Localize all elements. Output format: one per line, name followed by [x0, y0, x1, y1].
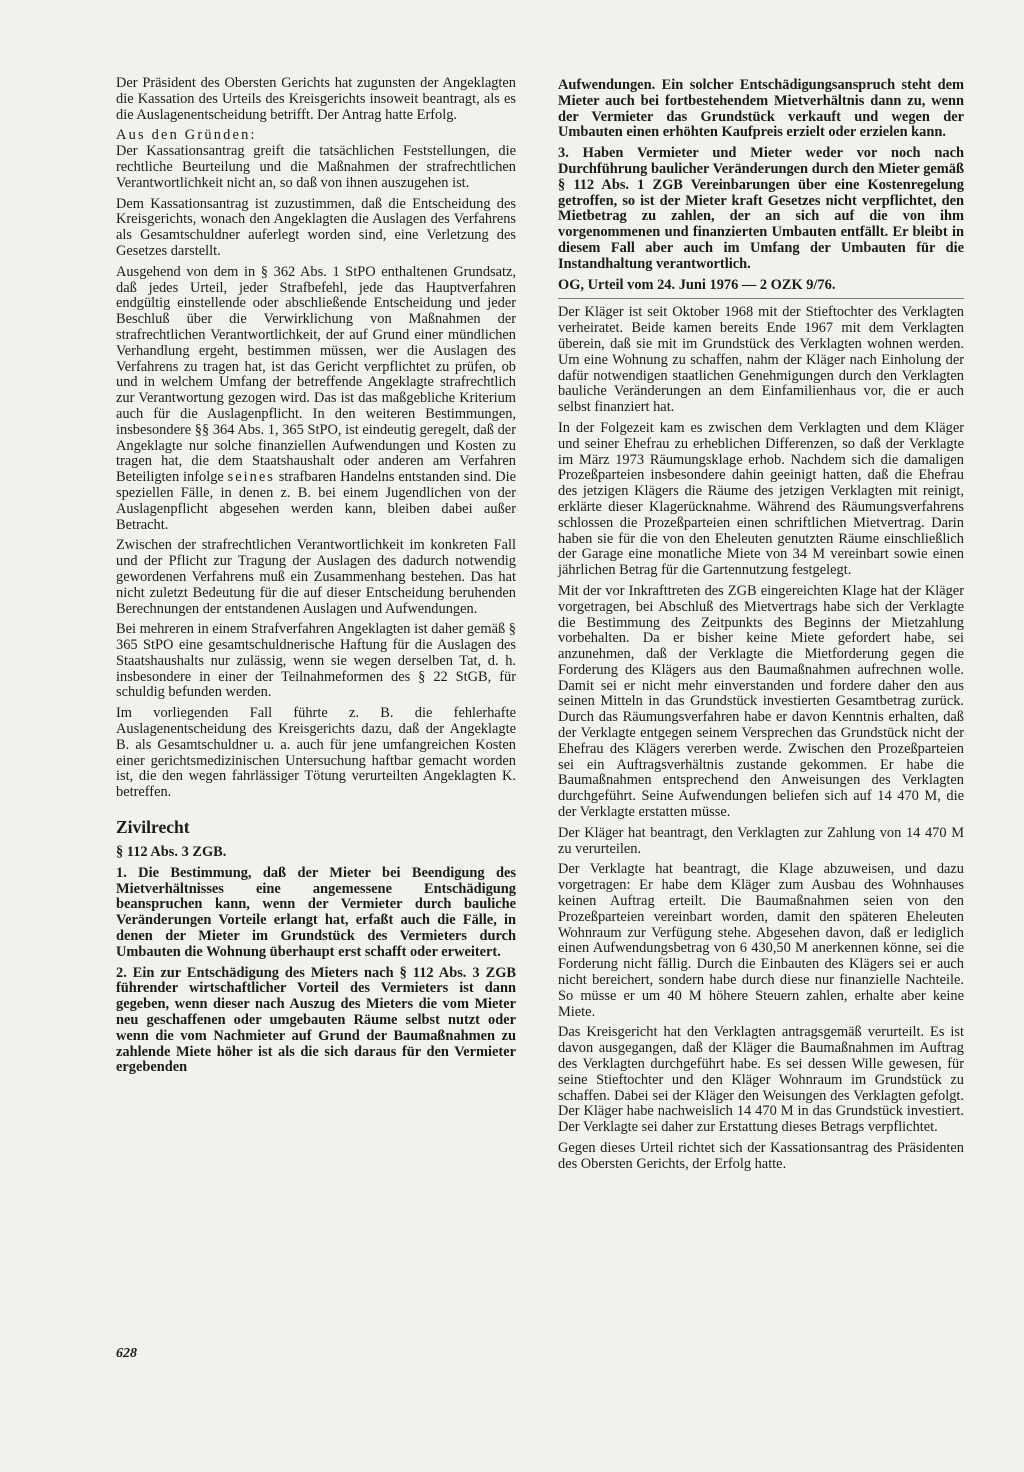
- paragraph: Zwischen der strafrechtlichen Verantwortlichkeit im konkreten Fall und der Pflicht zur Tragung der Auslagen des dadurch notwendig gewordenen Verfahrens muß ein Zusammenhang bestehen. Das hat nicht zuletzt Bedeutung für die auf dieser Entscheidung beruhenden Berechnungen der entstandenen Auslagen und Aufwendungen.: [116, 537, 516, 617]
- divider: [558, 298, 964, 299]
- headnote-2: 2. Ein zur Entschädigung des Mieters nach § 112 Abs. 3 ZGB führender wirtschaftlicher Vorteil des Vermieters ist dann gegeben, wenn dieser nach Auszug des Mieters die vom Mieter neu geschaffenen oder umgebauten Räume selbst nutzt oder wenn die vom Nachmieter auf Grund der Baumaßnahmen zu zahlende Miete höher ist als die sich daraus für den Vermieter ergebenden: [116, 964, 516, 1076]
- paragraph: Der Verklagte hat beantragt, die Klage abzuweisen, und dazu vorgetragen: Er habe dem Kläger zum Ausbau des Wohnhauses keinen Auftrag erteilt. Die Baumaßnahmen seien von den Prozeßparteien vereinbart worden, damit den späteren Eheleuten Wohnraum zur Verfügung stehe. Abgesehen davon, daß er lediglich einen Aufwendungsbetrag von 6 430,50 M anerkennen könne, sei die Forderung nicht fällig. Durch die Einbauten des Klägers sei er auch nicht bereichert, sondern habe durch diese nur finanzielle Nachteile. So müsse er um 40 M höhere Steuern zahlen, erhalte aber keine Miete.: [558, 861, 964, 1020]
- intro-paragraph: Der Präsident des Obersten Gerichts hat zugunsten der Angeklagten die Kassation des Urteils des Kreisgerichts insoweit beantragt, als es die Auslagenentscheidung betrifft. Der Antrag hatte Erfolg.: [116, 75, 516, 123]
- reasons-heading: Aus den Gründen:: [116, 127, 257, 144]
- headnote-2-continued: Aufwendungen. Ein solcher Entschädigungsanspruch steht dem Mieter auch bei fortbestehendem Mietverhältnis dann zu, wenn der Vermieter das Grundstück verkauft und wegen der Umbauten einen erhöhten Kaufpreis erzielt oder erzielen kann.: [558, 77, 964, 141]
- headnote-3: 3. Haben Vermieter und Mieter weder vor noch nach Durchführung baulicher Veränderungen durch den Mieter gemäß § 112 Abs. 1 ZGB Vereinbarungen über eine Kostenregelung getroffen, so ist der Mieter kraft Gesetzes nicht verpflichtet, den Mietbetrag zu zahlen, der an sich auf die von ihm vorgenommenen und finanzierten Umbauten entfällt. Er bleibt in diesem Fall aber auch im Umfang der Umbauten für die Instandhaltung verantwortlich.: [558, 145, 964, 272]
- paragraph: Der Kläger ist seit Oktober 1968 mit der Stieftochter des Verklagten verheiratet. Beide kamen bereits Ende 1967 mit dem Verklagten überein, daß sie mit im Grundstück des Verklagten wohnen werden. Um eine Wohnung zu schaffen, nahm der Kläger nach Einholung der dafür notwendigen staatlichen Genehmigungen durch den Verklagten bauliche Veränderungen an dem Einfamilienhaus vor, die er auch selbst finanziert hat.: [558, 304, 964, 416]
- headnote-1: 1. Die Bestimmung, daß der Mieter bei Beendigung des Mietverhältnisses eine angemessene Entschädigung beanspruchen kann, wenn der Vermieter durch bauliche Veränderungen Vorteile erlangt hat, erfaßt auch die Fälle, in denen der Mieter im Grundstück des Vermieters durch Umbauten die Wohnung überhaupt erst schafft oder erweitert.: [116, 864, 516, 960]
- paragraph: [116, 265, 516, 534]
- paragraph: Der Kläger hat beantragt, den Verklagten zur Zahlung von 14 470 M zu verurteilen.: [558, 824, 964, 857]
- paragraph: Bei mehreren in einem Strafverfahren Angeklagten ist daher gemäß § 365 StPO eine gesamtschuldnerische Haftung für die Auslagen des Staatshaushalts nur zulässig, wenn sie wegen derselben Tat, d. h. insbesondere in einer der Teilnahmeformen des § 22 StGB, für schuldig befunden werden.: [116, 621, 516, 701]
- left-column: [116, 76, 516, 1076]
- right-column: [558, 78, 964, 1178]
- section-heading: Zivilrecht: [116, 817, 190, 838]
- paragraph: Gegen dieses Urteil richtet sich der Kassationsantrag des Präsidenten des Obersten Gerichts, der Erfolg hatte.: [558, 1140, 964, 1172]
- paragraph: Im vorliegenden Fall führte z. B. die fehlerhafte Auslagenentscheidung des Kreisgerichts dazu, daß der Angeklagte B. als Gesamtschuldner u. a. auch für jene umfangreichen Kosten einer gerichtsmedizinischen Untersuchung haftbar gemacht worden ist, die den wegen fahrlässiger Tötung verurteilten Angeklagten K. betreffen.: [116, 705, 516, 801]
- paragraph: Mit der vor Inkrafttreten des ZGB eingereichten Klage hat der Kläger vorgetragen, bei Abschluß des Mietvertrags habe sich der Verklagte die Bestimmung des Zeitpunkts des Beginns der Mietzahlung vorbehalten. Da er bisher keine Miete gefordert habe, sei anzunehmen, daß der Verklagte die Mietforderung gegen die Forderung des Klägers aus den Baumaßnahmen aufrechnen wolle. Damit sei er nicht mehr einverstanden und fordere daher den aus seinen Mitteln in das Grundstück investierten Gesamtbetrag zurück. Durch das Räumungsverfahren habe er davon Kenntnis erhalten, daß der Verklagte entgegen seinem Versprechen das Grundstück nicht der Ehefrau des Klägers vererben werde. Zwischen den Prozeßparteien sei ein Auftragsverhältnis zustande gekommen. Er habe die Baumaßnahmen entsprechend den Anweisungen des Verklagten durchgeführt. Seine Aufwendungen beliefen sich auf 14 470 M, die der Verklagte erstatten müsse.: [558, 582, 964, 821]
- norm-reference: § 112 Abs. 3 ZGB.: [116, 844, 227, 861]
- decision-citation: OG, Urteil vom 24. Juni 1976 — 2 OZK 9/76.: [558, 276, 836, 293]
- paragraph: Dem Kassationsantrag ist zuzustimmen, daß die Entscheidung des Kreisgerichts, wonach den Angeklagten die Auslagen des Verfahrens als Gesamtschuldner auferlegt worden sind, eine Verletzung des Gesetzes darstellt.: [116, 195, 516, 259]
- page-number: 628: [116, 1346, 137, 1361]
- emphasized-word: seines: [227, 469, 275, 486]
- text-run: strafbaren Handelns entstanden sind. Die speziellen Fälle, in denen z. B. bei einem Jugendlichen von der Auslagenpflicht abgesehen werden kann, bleiben dabei außer Betracht.: [116, 469, 516, 533]
- paragraph: Das Kreisgericht hat den Verklagten antragsgemäß verurteilt. Es ist davon ausgegangen, daß der Kläger die Baumaßnahmen im Auftrag des Verklagten durchgeführt habe. Es sei dessen Wille gewesen, für seine Stieftochter und den Kläger Wohnraum im Grundstück zu schaffen. Dabei sei der Kläger den Weisungen des Verklagten gefolgt. Der Kläger habe nachweislich 14 470 M in das Grundstück investiert. Der Verklagte sei daher zur Erstattung dieses Betrags verpflichtet.: [558, 1024, 964, 1136]
- paragraph: In der Folgezeit kam es zwischen dem Verklagten und dem Kläger und seiner Ehefrau zu erheblichen Differenzen, so daß der Verklagte im März 1973 Räumungsklage erhob. Nachdem sich die damaligen Prozeßparteien insbesondere dahin geeinigt hatten, daß die Ehefrau des jetzigen Klägers die Räume des jetzigen Verklagten mit reinigt, erklärte dieser Klagerücknahme. Während des Räumungsverfahrens schlossen die Prozeßparteien einen schriftlichen Mietvertrag. Darin haben sie für die von den Eheleuten genutzten Räume einschließlich der Garage eine monatliche Miete von 34 M vereinbart sowie einen jährlichen Betrag für die Gartennutzung festgelegt.: [558, 419, 964, 579]
- paragraph: Der Kassationsantrag greift die tatsächlichen Feststellungen, die rechtliche Beurteilung und die Maßnahmen der strafrechtlichen Verantwortlichkeit nicht an, so daß von ihnen auszugehen ist.: [116, 143, 516, 191]
- text-run: Ausgehend von dem in § 362 Abs. 1 StPO enthaltenen Grundsatz, daß jedes Urteil, jeder Strafbefehl, jede das Hauptverfahren endgültig einstellende oder abschließende Entscheidung und jeder Beschluß über die Verwirklichung von Maßnahmen der strafrechtlichen Verantwortlichkeit, der auf Grund einer mündlichen Verhandlung ergeht, bestimmen müssen, wer die Auslagen des Verfahrens zu tragen hat, ist das Gericht verpflichtet zu prüfen, ob und in welchem Umfang der betreffende Angeklagte strafrechtlich zur Verantwortung gezogen wird. Das ist das maßgebliche Kriterium auch für die Auslagenpflicht. In den weiteren Bestimmungen, insbesondere §§ 364 Abs. 1, 365 StPO, ist eindeutig geregelt, daß der Angeklagte nur solche finanziellen Aufwendungen und Kosten zu tragen hat, die dem Staatshaushalt oder anderen am Verfahren Beteiligten infolge: [116, 263, 516, 486]
